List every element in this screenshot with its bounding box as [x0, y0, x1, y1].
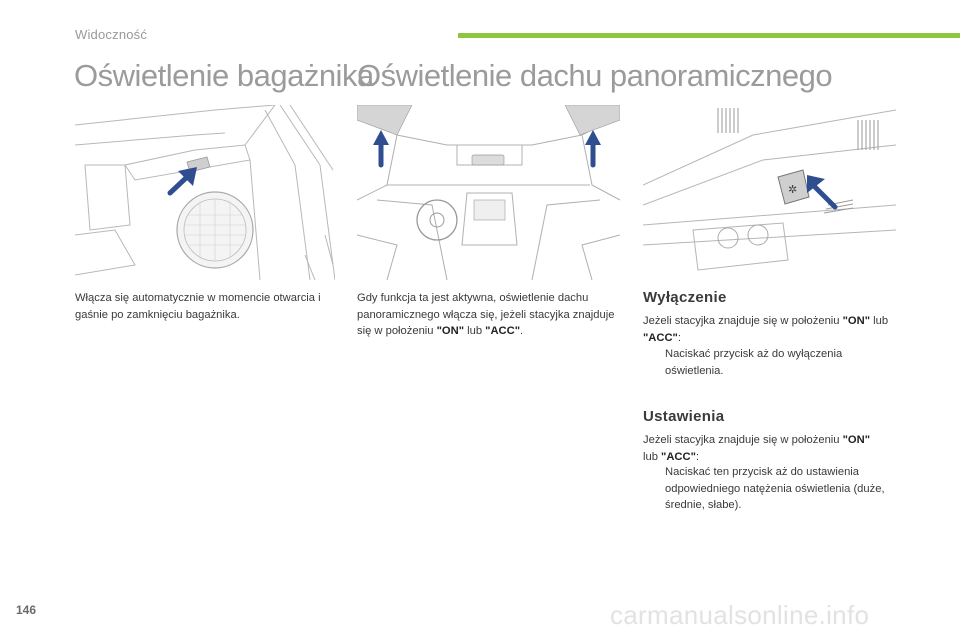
- roof-drawing: [357, 105, 620, 280]
- condition-text: Jeżeli stacyjka znajduje się w położeniu: [643, 434, 843, 446]
- acc-label: "ACC": [661, 450, 696, 463]
- switch-off-heading: Wyłączenie: [643, 289, 727, 306]
- settings-heading: Ustawienia: [643, 408, 725, 425]
- accent-bar: [458, 33, 960, 38]
- on-label: "ON": [842, 315, 871, 327]
- svg-text:✲: ✲: [788, 183, 798, 196]
- settings-condition: [643, 432, 903, 465]
- arrow-up-right-icon: [170, 167, 197, 193]
- or-label: lub: [464, 325, 486, 337]
- arrow-up-icon: [373, 130, 389, 165]
- acc-label: "ACC": [485, 325, 521, 337]
- roof-switch-illustration: [643, 105, 896, 280]
- trunk-illustration: [75, 105, 335, 280]
- step-text: Naciskać ten przycisk aż do ustawienia odpowiedniego natężenia oświetlenia (duże, średnie, słabe).: [665, 466, 885, 511]
- page-number: 146: [16, 603, 37, 617]
- on-label: "ON": [842, 434, 871, 446]
- switch-drawing: [643, 105, 896, 280]
- switch-off-condition: [643, 313, 903, 346]
- colon: :: [695, 450, 700, 463]
- roof-text-body: Gdy funkcja ta jest aktywna, oświetlenie dachu panoramicznego włącza się, jeżeli stacyjka znajduje się w położeniu: [357, 292, 615, 337]
- step-text: Naciskać przycisk aż do wyłączenia oświetlenia.: [665, 348, 843, 377]
- section-label: Widoczność: [75, 27, 148, 42]
- trunk-lighting-title: Oświetlenie bagażnika: [74, 58, 374, 93]
- or-label: lub: [870, 315, 889, 327]
- on-label: "ON": [436, 325, 464, 337]
- period: .: [520, 325, 524, 337]
- arrow-up-left-icon: [807, 175, 835, 207]
- or-label: lub: [643, 450, 662, 463]
- roof-lighting-text: [357, 290, 622, 340]
- settings-step: [643, 464, 903, 514]
- acc-label: "ACC": [643, 331, 678, 344]
- watermark: carmanualsonline.info: [610, 600, 870, 630]
- condition-text: Jeżeli stacyjka znajduje się w położeniu: [643, 315, 843, 327]
- switch-off-step: [643, 346, 903, 379]
- colon: :: [677, 331, 681, 344]
- roof-lighting-title: Oświetlenie dachu panoramicznego: [357, 58, 833, 93]
- trunk-drawing: [75, 105, 335, 280]
- roof-illustration: [357, 105, 620, 280]
- trunk-lighting-text: Włącza się automatycznie w momencie otwarcia i gaśnie po zamknięciu bagażnika.: [75, 292, 321, 321]
